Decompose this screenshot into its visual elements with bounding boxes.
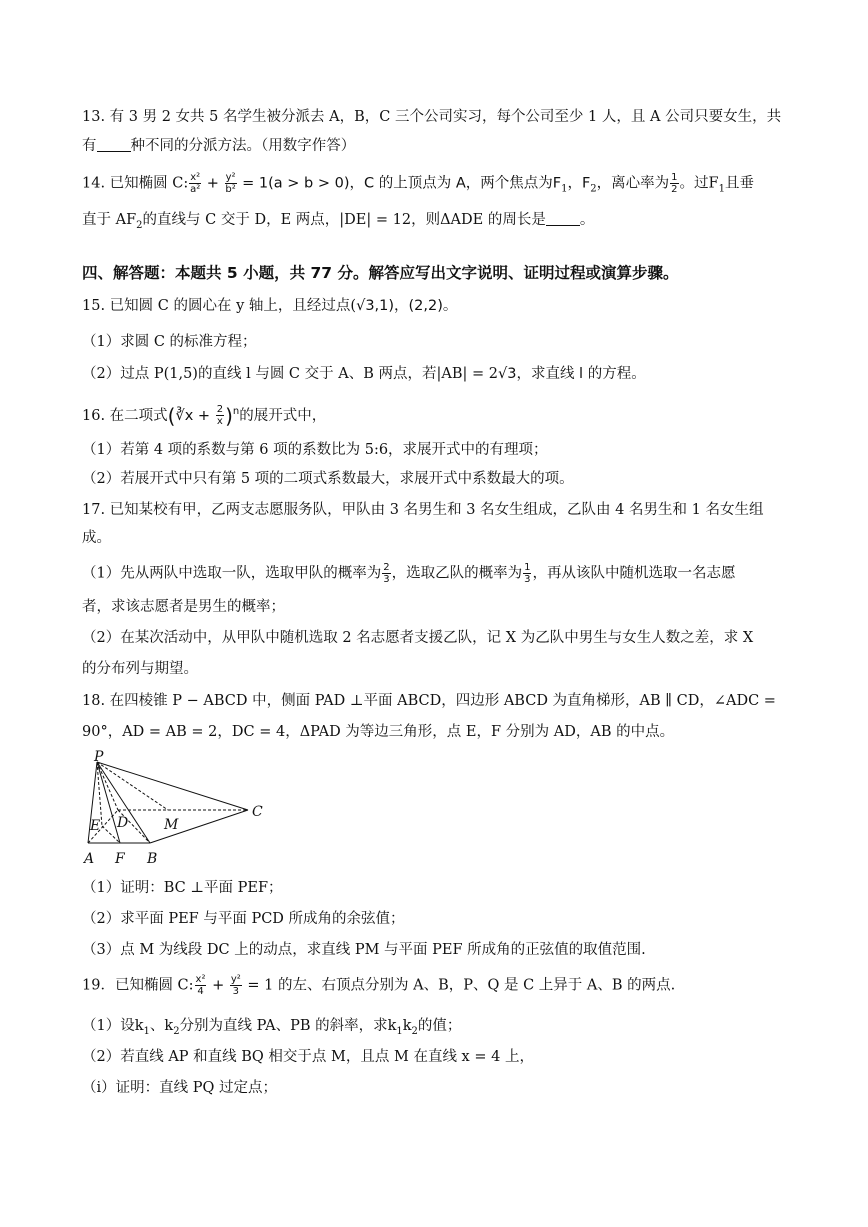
- label-B: B: [147, 851, 158, 867]
- label-F: F: [115, 851, 125, 867]
- label-C: C: [252, 804, 263, 820]
- fraction-1-3: $\frac{1}{3}$: [524, 562, 531, 585]
- q15-part2: （2）过点 P(1,5)的直线 l 与圆 C 交于 A、B 两点，若|AB| = 2√3，求直线 l 的方程。: [82, 366, 646, 382]
- pyramid-figure: [82, 748, 282, 872]
- q14-line1: 14. 已知椭圆 C: $\frac{\text{x²}}{\text{a²}}$ + $\frac{\text{y²}}{\text{b²}}$ = 1(a > b > 0)，C 的上顶点为 A，两个焦点为$F_1$，$F_2$，离心率为 $\frac{1}{2}$ 。过$F_1$且垂: [82, 172, 754, 195]
- q19-part1: （1）设$k_1$、$k_2$分别为直线 PA、PB 的斜率，求$k_1k_2$的值；: [82, 1018, 462, 1037]
- q18-stem-line1: 18. 在四棱锥 P − ABCD 中，侧面 PAD ⊥平面 ABCD，四边形 ABCD 为直角梯形，AB ∥ CD，∠ADC =: [82, 693, 776, 709]
- label-A: A: [84, 851, 95, 867]
- fraction-y2-b2: $\frac{\text{y²}}{\text{b²}}$: [225, 172, 236, 195]
- q14-line2: 直于 $AF_2$的直线与 C 交于 D，E 两点，|DE| = 12，则ΔADE 的周长是 。: [82, 212, 595, 231]
- q18-part2: （2）求平面 PEF 与平面 PCD 所成角的余弦值；: [82, 911, 405, 927]
- q17-part2-line1: （2）在某次活动中，从甲队中随机选取 2 名志愿者支援乙队，记 X 为乙队中男生与女生人数之差，求 X: [82, 630, 754, 646]
- fraction-one-half: $\frac{1}{2}$: [671, 172, 678, 195]
- q17-part1-line2: 者，求该志愿者是男生的概率；: [82, 599, 285, 615]
- q15-stem: 15. 已知圆 C 的圆心在 y 轴上，且经过点(√3,1)，(2,2)。: [82, 298, 458, 314]
- fraction-x2-4: $\frac{\text{x²}}{4}$: [195, 974, 206, 997]
- q13-line2: 有 种不同的分派方法。（用数字作答）: [82, 138, 356, 154]
- section-title: 四、解答题：本题共 5 小题，共 77 分。解答应写出文字说明、证明过程或演算步骤。: [82, 264, 679, 282]
- label-P: P: [94, 749, 104, 765]
- answer-blank: [546, 225, 580, 226]
- q16-part1: （1）若第 4 项的系数与第 6 项的系数比为 5:6，求展开式中的有理项；: [82, 442, 548, 458]
- q17-part2-line2: 的分布列与期望。: [82, 661, 198, 677]
- fraction-x2-a2: $\frac{\text{x²}}{\text{a²}}$: [190, 172, 201, 195]
- fraction-2-3: $\frac{2}{3}$: [383, 562, 390, 585]
- q13-line1: 13. 有 3 男 2 女共 5 名学生被分派去 A，B，C 三个公司实习，每个公司至少 1 人，且 A 公司只要女生，共: [82, 109, 782, 125]
- q17-stem-line1: 17. 已知某校有甲，乙两支志愿服务队，甲队由 3 名男生和 3 名女生组成，乙队由 4 名男生和 1 名女生组: [82, 502, 764, 518]
- q19-part2-i: （i）证明：直线 PQ 过定点；: [82, 1080, 277, 1096]
- q16-part2: （2）若展开式中只有第 5 项的二项式系数最大，求展开式中系数最大的项。: [82, 471, 574, 487]
- q15-part1: （1）求圆 C 的标准方程；: [82, 334, 257, 350]
- answer-blank: [97, 151, 131, 152]
- q18-stem-line2: 90°，AD = AB = 2，DC = 4，ΔPAD 为等边三角形，点 E，F 分别为 AD，AB 的中点。: [82, 724, 675, 740]
- q19-stem: 19．已知椭圆 C: $\frac{\text{x²}}{4}$ + $\frac{\text{y²}}{3}$ = 1 的左、右顶点分别为 A、B，P、Q 是 C 上异于 A、B 的两点.: [82, 974, 676, 997]
- q16-stem: 16. 在二项式(∛x + $\frac{2}{x}$ )$^n$的展开式中，: [82, 403, 327, 428]
- q19-part2: （2）若直线 AP 和直线 BQ 相交于点 M，且点 M 在直线 x = 4 上，: [82, 1049, 534, 1065]
- q17-part1: （1）先从两队中选取一队，选取甲队的概率为 $\frac{2}{3}$ ，选取乙队的概率为 $\frac{1}{3}$ ，再从该队中随机选取一名志愿: [82, 562, 736, 585]
- label-D: D: [117, 815, 129, 831]
- q17-stem-line2: 成。: [82, 530, 111, 546]
- fraction-2-x: $\frac{2}{x}$: [216, 404, 224, 428]
- label-E: E: [90, 818, 101, 834]
- q18-part1: （1）证明：BC ⊥平面 PEF；: [82, 880, 283, 896]
- fraction-y2-3: $\frac{\text{y²}}{3}$: [230, 974, 241, 997]
- q18-part3: （3）点 M 为线段 DC 上的动点，求直线 PM 与平面 PEF 所成角的正弦值的取值范围.: [82, 942, 646, 958]
- label-M: M: [164, 817, 179, 833]
